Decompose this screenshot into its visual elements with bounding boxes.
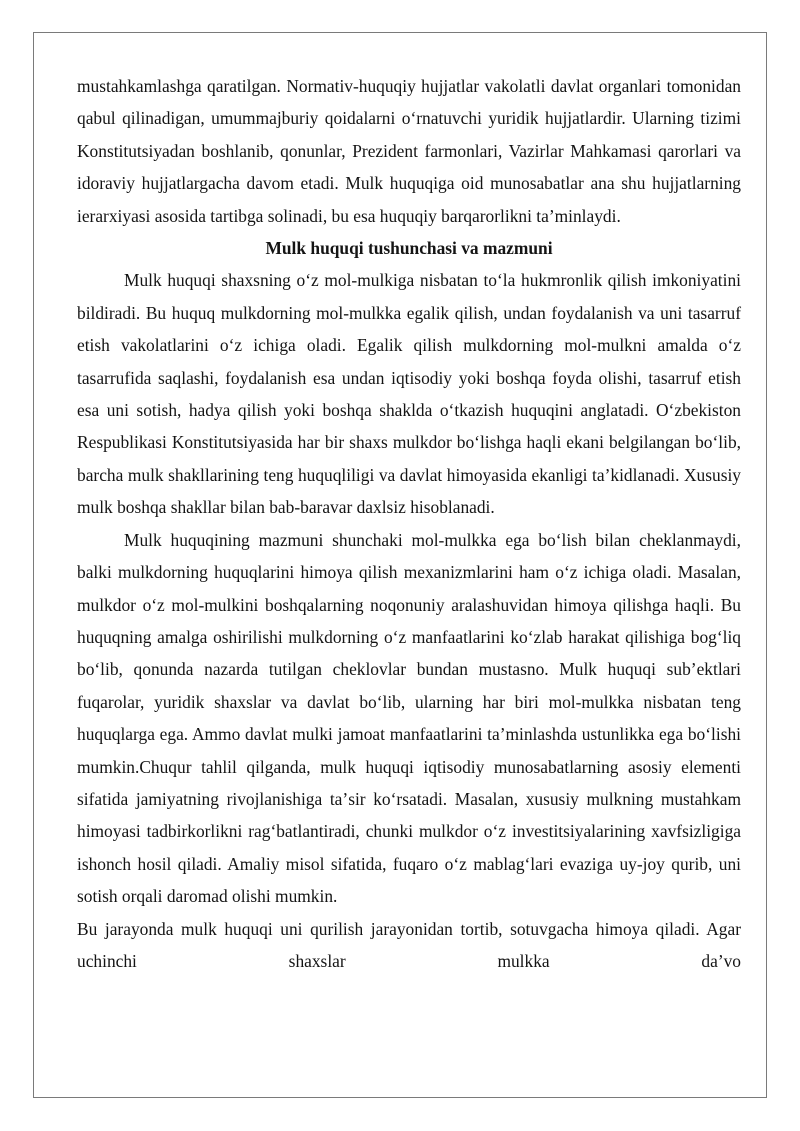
paragraph-ownership-continuation: Bu jarayonda mulk huquqi uni qurilish jarayonidan tortib, sotuvgacha himoya qiladi. Agar uchinchi shaxslar mulkka daʼvo [77, 918, 741, 971]
intro-paragraph: mustahkamlashga qaratilgan. Normativ-huquqiy hujjatlar vakolatli davlat organlari tomonidan qabul qilinadigan, umummajburiy qoidalarni oʻrnatuvchi yuridik hujjatlardir. Ularning tizimi Konstitutsiyadan boshlanib, qonunlar, Prezident farmonlari, Vazirlar Mahkamasi qarorlari va idoraviy hujjatlargacha davom etadi. Mulk huquqiga oid munosabatlar ana shu hujjatlarning ierarxiyasi asosida tartibga solinadi, bu esa huquqiy barqarorlikni taʼminlaydi. [77, 76, 741, 226]
paragraph-ownership-content: Mulk huquqining mazmuni shunchaki mol-mulkka ega boʻlish bilan cheklanmaydi, balki mulkdorning huquqlarini himoya qilish mexanizmlarini ham oʻz ichiga oladi. Masalan, mulkdor oʻz mol-mulkini boshqalarning noqonuniy aralashuvidan himoya qilishga haqli. Bu huquqning amalga oshirilishi mulkdorning oʻz manfaatlarini koʻzlab harakat qilishiga bogʻliq boʻlib, qonunda nazarda tutilgan cheklovlar bundan mustasno. Mulk huquqi subʼektlari fuqarolar, yuridik shaxslar va davlat boʻlib, ularning har biri mol-mulkka nisbatan teng huquqlarga ega. Ammo davlat mulki jamoat manfaatlarini taʼminlashda ustunlikka ega boʻlishi mumkin.Chuqur tahlil qilganda, mulk huquqi iqtisodiy munosabatlarning asosiy elementi sifatida jamiyatning rivojlanishiga taʼsir koʻrsatadi. Masalan, xususiy mulkning mustahkam himoyasi tadbirkorlikni ragʻbatlantiradi, chunki mulkdor oʻz investitsiyalarining xavfsizligiga ishonch hosil qiladi. Amaliy misol sifatida, fuqaro oʻz mablagʻlari evaziga uy-joy qurib, uni sotish orqali daromad olishi mumkin. [77, 529, 741, 907]
document-body [77, 70, 741, 977]
section-heading: Mulk huquqi tushunchasi va mazmuni [265, 238, 553, 259]
paragraph-ownership-definition: Mulk huquqi shaxsning oʻz mol-mulkiga nisbatan toʻla hukmronlik qilish imkoniyatini bildiradi. Bu huquq mulkdorning mol-mulkka egalik qilish, undan foydalanish va uni tasarruf etish vakolatlarini oʻz ichiga oladi. Egalik qilish mulkdorning mol-mulkni amalda oʻz tasarrufida saqlashi, foydalanish esa undan iqtisodiy yoki boshqa foyda olishi, tasarruf etish esa uni sotish, hadya qilish yoki boshqa shaklda oʻtkazish huquqini anglatadi. Oʻzbekiston Respublikasi Konstitutsiyasida har bir shaxs mulkdor boʻlishga haqli ekani belgilangan boʻlib, barcha mulk shakllarining teng huquqliligi va davlat himoyasida ekanligi taʼkidlanadi. Xususiy mulk boshqa shakllar bilan bab-baravar daxlsiz hisoblanadi. [77, 270, 741, 518]
